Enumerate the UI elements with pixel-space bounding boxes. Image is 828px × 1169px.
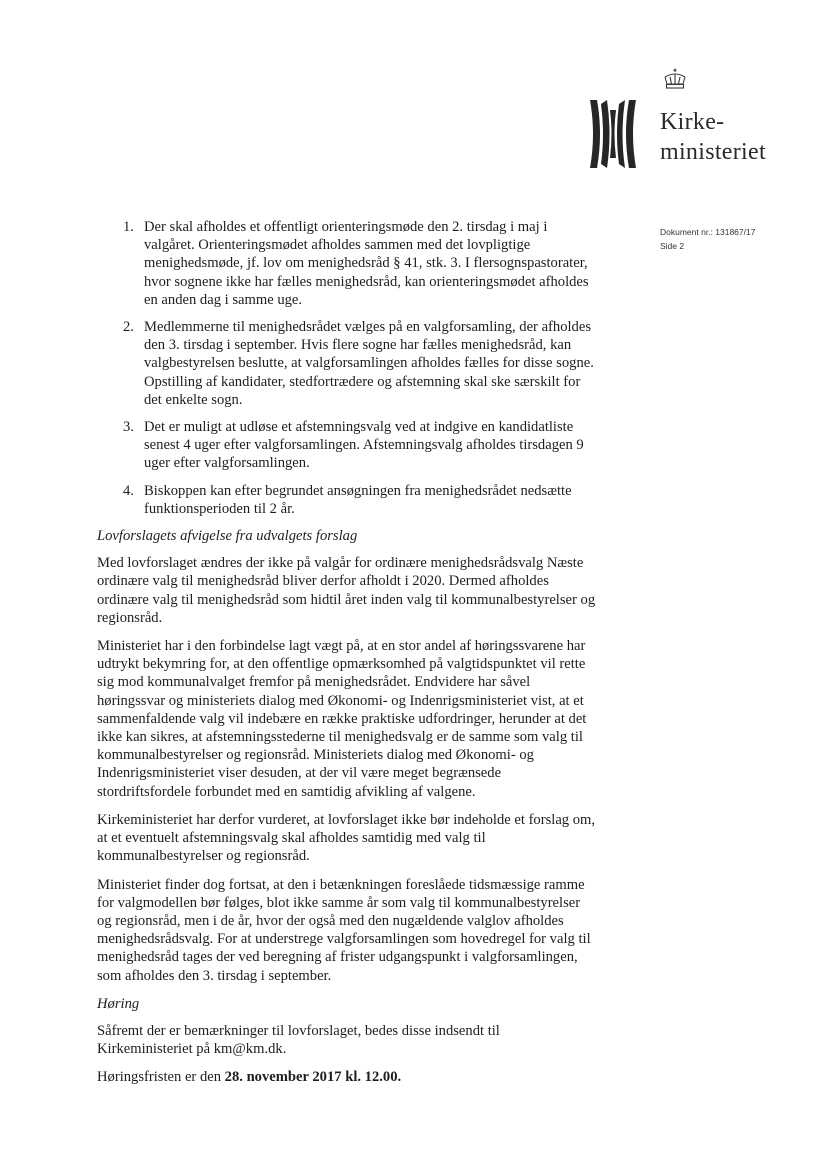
logo-wordmark	[660, 107, 766, 167]
list-item-number: 1.	[123, 219, 134, 235]
list-item-text: Biskoppen kan efter begrundet ansøgningen fra menighedsrådet nedsætte funktionsperioden til 2 år.	[144, 482, 572, 517]
hearing-deadline	[97, 1068, 597, 1086]
hearing-paragraph: Såfremt der er bemærkninger til lovforslaget, bedes disse indsendt til Kirkeministeriet på km@km.dk.	[97, 1022, 500, 1058]
list-item-number: 3.	[123, 419, 134, 436]
list-item-number: 4.	[123, 482, 134, 499]
deadline-prefix: Høringsfristen er den	[97, 1069, 225, 1086]
list-item-text: Medlemmerne til menighedsrådet vælges på en valgforsamling, der afholdes den 3. tirsdag i september. Hvis flere sogne har fælles menighedsråd, kan valgbestyrelsen beslutte, at valgforsamlingen afholdes fælles for disse sogne. Opstilling af kandidater, stedfortrædere og afstemning skal ske særskilt for det enkelte sogn.	[144, 319, 594, 408]
section-heading-deviation: Lovforslagets afvigelse fra udvalgets forslag	[97, 528, 358, 545]
list-item	[97, 482, 597, 518]
deadline-date: 28. november 2017 kl. 12.00.	[224, 1069, 402, 1086]
section-heading-hearing: Høring	[97, 995, 140, 1012]
page-number: Side 2	[660, 241, 685, 251]
document-body	[97, 218, 597, 1097]
numbered-list	[97, 218, 597, 518]
list-item-text: Det er muligt at udløse et afstemningsvalg ved at indgive en kandidatliste senest 4 uger efter valgforsamlingen. Afstemningsvalg afholdes tirsdagen 9 uger efter valgforsamlingen.	[144, 419, 584, 472]
list-item	[97, 218, 597, 309]
list-item-number: 2.	[123, 319, 134, 336]
logo-line-2: ministeriet	[660, 139, 766, 165]
document-number: Dokument nr.: 131867/17	[660, 227, 756, 237]
paragraph: Kirkeministeriet har derfor vurderet, at lovforslaget ikke bør indeholde et forslag om, at et eventuelt afstemningsvalg skal afholdes samtidig med valg til kommunalbestyrelser og regionsråd.	[97, 811, 596, 865]
list-item-text: Der skal afholdes et offentligt orienteringsmøde den 2. tirsdag i maj i valgåret. Orienteringsmødet afholdes sammen med det lovpligtige menighedsmøde, jf. lov om menighedsråd § 41, stk. 3. I flersognspastorater, hvor sognene ikke har fælles menighedsråd, kan orienteringsmødet afholdes en anden dag i samme uge.	[144, 219, 589, 308]
logo-line-1: Kirke-	[660, 109, 725, 135]
document-meta	[660, 225, 755, 253]
paragraph: Ministeriet finder dog fortsat, at den i betænkningen foreslåede tidsmæssige ramme for valgmodellen bør følges, blot ikke samme år som valg til kommunalbestyrelser og regionsråd, men i de år, hvor der også med den nugældende valglov afholdes menighedsrådsvalg. For at understrege valgforsamlingen som hovedregel for valg til menighedsråd tages der ved beregning af frister udgangspunkt i valgforsamlingen, som afholdes den 3. tirsdag i september.	[97, 876, 591, 984]
paragraph: Ministeriet har i den forbindelse lagt vægt på, at en stor andel af høringssvarene har udtrykt bekymring for, at den offentlige opmærksomhed på valgtidspunktet vil rette sig mod kommunalvalget fremfor på menighedsrådet. Endvidere har såvel høringssvar og ministeriets dialog med Økonomi- og Indenrigsministeriet vist, at et sammenfaldende valg vil indebære en række praktiske udfordringer, herunder at det ikke kan sikres, at afstemningsstederne til menighedsvalg er de samme som valg til kommunalbestyrelser og regionsråd. Ministeriets dialog med Økonomi- og Indenrigsministeriet viser desuden, at der vil være meget begrænsede stordriftsfordele forbundet med en samtidig afvikling af valgene.	[97, 638, 587, 800]
list-item	[97, 318, 597, 409]
crown-icon	[661, 68, 689, 90]
kirkeministeriet-logo-mark	[590, 100, 636, 168]
list-item	[97, 418, 597, 473]
paragraph: Med lovforslaget ændres der ikke på valgår for ordinære menighedsrådsvalg Næste ordinære valg til menighedsråd bliver derfor afholdt i 2020. Dermed afholdes ordinære valg til menighedsråd som hidtil året inden valg til kommunalbestyrelser og regionsråd.	[97, 555, 596, 626]
